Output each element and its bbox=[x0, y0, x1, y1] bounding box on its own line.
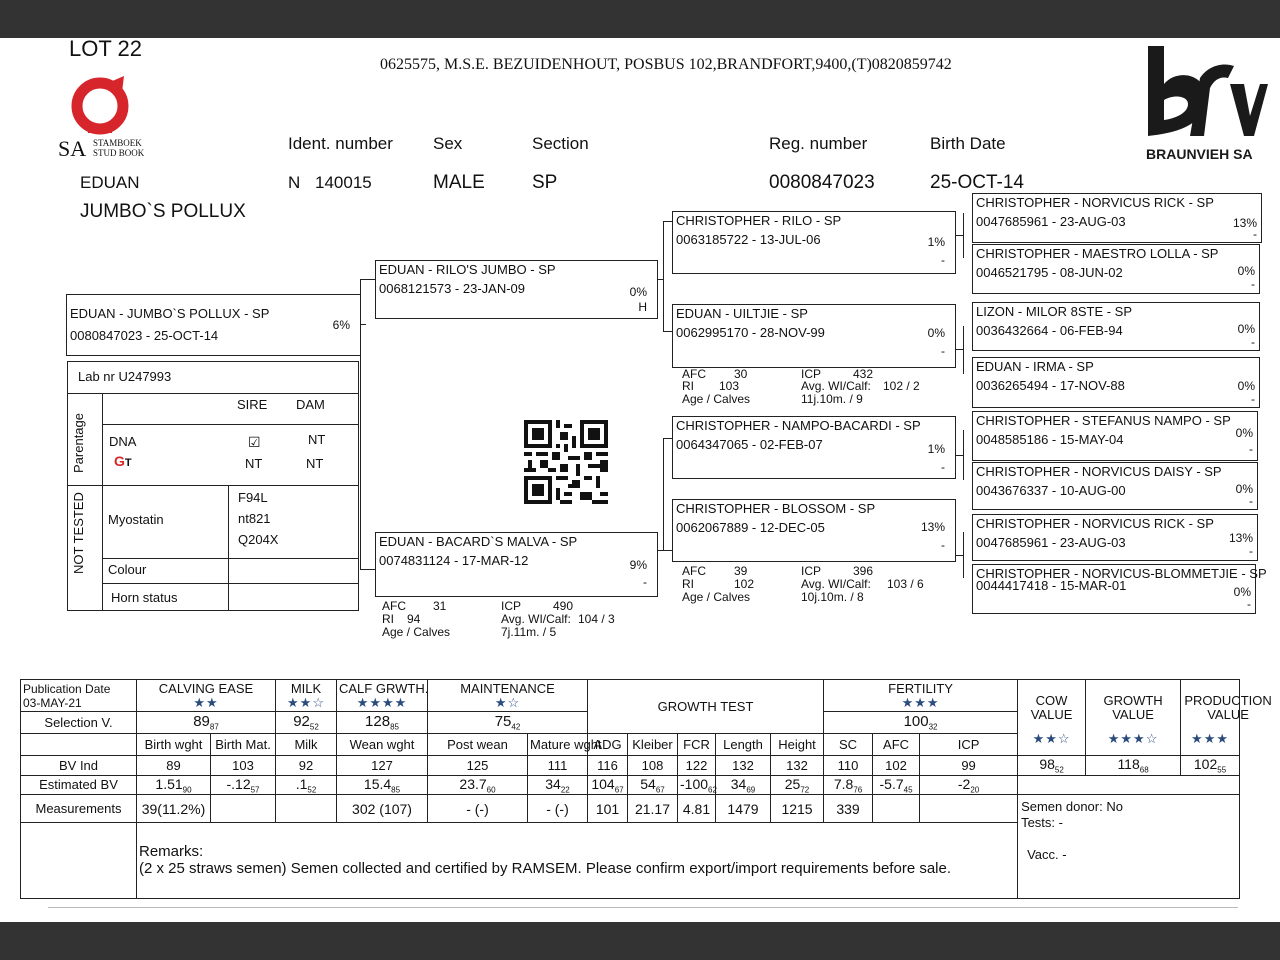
fertility-stars-icon: ★★★ bbox=[901, 694, 940, 710]
braunvieh-logo: BRAUNVIEH SA bbox=[1144, 44, 1268, 164]
breeder-name: EDUAN bbox=[80, 173, 140, 192]
parentage-label: Parentage bbox=[71, 413, 86, 473]
qr-code-icon bbox=[522, 420, 610, 504]
male-symbol-icon bbox=[58, 76, 158, 138]
section-header: Section bbox=[532, 134, 589, 153]
connector bbox=[663, 438, 672, 439]
connector bbox=[360, 569, 375, 570]
connector bbox=[963, 532, 964, 578]
bv-row: BV Ind 89 103 92 127 125 111 116 108 122 132 132 110 102 99 $98_{52}$ $118_{68}$ $102_{55}$ bbox=[21, 756, 1240, 776]
pedigree-dam: EDUAN - BACARD`S MALVA - SP 0074831124 - 17-MAR-12 9% - bbox=[375, 532, 658, 597]
reg-header: Reg. number bbox=[769, 134, 868, 153]
calving-stars-icon: ★★ bbox=[193, 694, 219, 710]
calf-stars-icon: ★★★★ bbox=[356, 694, 408, 710]
animal-name: JUMBO`S POLLUX bbox=[80, 201, 246, 222]
section-value: SP bbox=[532, 172, 558, 193]
pedigree-gg-1: CHRISTOPHER - NORVICUS RICK - SP 0047685961 - 23-AUG-03 13% - bbox=[972, 193, 1262, 243]
cow-stars-icon: ★★☆ bbox=[1032, 731, 1071, 746]
production-stars-icon: ★★★ bbox=[1191, 731, 1230, 746]
pedigree-gg-5: CHRISTOPHER - STEFANUS NAMPO - SP 0048585186 - 15-MAY-04 0% - bbox=[972, 411, 1258, 461]
pedigree-gg-2: CHRISTOPHER - MAESTRO LOLLA - SP 0046521795 - 08-JUN-02 0% - bbox=[972, 244, 1260, 294]
pedigree-gg-3: LIZON - MILOR 8STE - SP 0036432664 - 06-FEB-94 0% - bbox=[972, 302, 1260, 351]
dna-label: DNA bbox=[109, 434, 137, 449]
performance-table: Publication Date 03-MAY-21 CALVING EASE ★★ MILK ★★☆ CALF GRWTH. ★★★★ MAINTENANCE ★☆ GROWTH TEST FERTILITY ★★★ COW VALUE ★★☆ GROWTH VALUE ★★★☆ PRODUCTION VALUE ★★★ Selection V. $89_{87}$ $92_{52}$ $128_{85}$ $75_{42}$ $100_{32}$ Birth wght Birth Mat. Milk Wean wght Post wean Mature wght ADG Kleiber FCR Length Height SC AFC ICP BV Ind 89 103 92 127 125 111 116 108 122 132 132 110 102 99 $98_{52}$ $118_{68}$ $102_{55}$ Estimated BV $1.51_{90}$ $-.12_{57}$ $.1_{52}$ $15.4_{85}$ $23.7_{60}$ $34_{22}$ $104_{67}$ $54_{67}$ $-100_{62}$ $34_{69}$ $25_{72}$ $7.8_{76}$ $-5.7_{45}$ $-2_{20}$ Measurements 39(11.2%) 302 (107) - (-) - (-) 101 21.17 4.81 1479 1215 339 Semen donor: No Tests: - Vacc. - Remarks: (2 x 25 straws semen) Semen collected and certified by RAMSEM. Please confirm export/import requirements before sale. bbox=[20, 679, 1240, 899]
connector bbox=[963, 326, 964, 374]
lot-number: LOT 22 bbox=[69, 36, 142, 61]
measurements-row: Measurements 39(11.2%) 302 (107) - (-) - (-) 101 21.17 4.81 1479 1215 339 Semen donor: No Tests: - Vacc. - bbox=[21, 795, 1240, 823]
growth-stars-icon: ★★★☆ bbox=[1107, 731, 1159, 746]
certificate-page: LOT 22 0625575, M.S.E. BEZUIDENHOUT, POSBUS 102,BRANDFORT,9400,(T)0820859742 SA STAMBOEK STUD BOOK BRAUNVIEH SA Ident. number Sex Section Reg. number Birth Date EDUAN N 140015 MALE SP 0080847023 25-OCT-14 JUMBO`S POLLUX EDUAN - JUMBO`S POLLUX - SP 0080847023 - 25-OCT-14 6% EDUAN - RILO'S JUMBO - SP 0068121573 - 23-JAN-09 0% H EDUAN - BACARD`S MALVA - SP 0074831124 - 17-MAR-12 9% - CHRISTOPHER - RILO - SP 0063185722 - 13-JUL-06 1% - EDUAN - UILTJIE - SP 0062995170 - 28-NOV-99 0% - CHRISTOPHER - NAMPO-BACARDI - SP 0064347065 - 02-FEB-07 1% - CHRISTOPHER - BLOSSOM - SP 0062067889 - 12-DEC-05 13% - CHRISTOPHER - NORVICUS RICK - SP 0047685961 - 23-AUG-03 13% - CHRISTOPHER - MAESTRO LOLLA - SP 0046521795 - 08-JUN-02 0% - LIZON - MILOR 8STE - SP 0036432664 - 06-FEB-94 0% - EDUAN - IRMA - SP 0036265494 - 17-NOV-88 0% - CHRISTOPHER - STEFANUS NAMPO - SP 0048585186 - 15-MAY-04 0% - CHRISTOPHER - NORVICUS DAISY - SP 0043676337 - 10-AUG-00 0% - CHRISTOPHER - NORVICUS RICK - SP 0047685961 - 23-AUG-03 13% - CHRISTOPHER - NORVICUS-BLOMMETJIE - SP 0044417418 - 15-MAR-01 0% - AFC 30 RI 103 Age / Calves ICP 432 Avg. WI/Calf: 102 / 2 11j.10m. / 9 AFC 39 RI 102 Age / Calves ICP 396 Avg. WI/Calf: 103 / 6 10j.10m. / 8 AFC 31 RI 94 Age / Calves ICP 490 Avg. WI/Calf: 104 / 3 7j.11m. / 5 Lab nr U247993 Parentage NOT TESTED SIRE DAM DNA ☑ NT GT NT NT Myostatin F94L nt821 Q204X Colour Horn status Publication Date 03-MAY-21 CALVING EASE ★★ MILK ★★☆ CALF GRWTH. ★★★★ MAINTENANCE ★☆ GROWTH TEST FERTILITY ★★★ COW VALUE ★★☆ GROWTH VALUE ★★★☆ PRODUCTION VALUE ★★★ Selection V. $89_{87}$ $92_{52}$ $128_{85}$ $75_{42}$ $100_{32}$ Birth wght Birth Mat. Milk Wean wght Post wean Mature wght ADG Kleiber FCR Length Height SC AFC ICP BV Ind 89 103 92 127 125 111 116 108 122 132 132 110 102 99 $98_{52}$ $118_{68}$ $102_{55}$ Estimated BV $1.51_{90}$ $-.12_{57}$ $.1_{52}$ $15.4_{85}$ $23.7_{60}$ $34_{22}$ $104_{67}$ $54_{67}$ $-100_{62}$ $34_{69}$ $25_{72}$ $7.8_{76}$ $-5.7_{45}$ $-2_{20}$ Measurements 39(11.2%) 302 (107) - (-) - (-) 101 21.17 4.81 1479 1215 339 Semen donor: No Tests: - Vacc. - Remarks: (2 x 25 straws semen) Semen collected and certified by RAMSEM. Please confirm export/import requirements before sale. bbox=[0, 38, 1280, 922]
lab-panel: Lab nr U247993 Parentage NOT TESTED SIRE DAM DNA ☑ NT GT NT NT Myostatin F94L nt821 Q204X Colour Horn status bbox=[67, 361, 359, 611]
gt-logo-icon: GT bbox=[114, 453, 132, 469]
birth-date: 25-OCT-14 bbox=[930, 172, 1024, 193]
horn-status-label: Horn status bbox=[111, 590, 178, 605]
bottom-divider bbox=[48, 907, 1238, 908]
pedigree-sire-dam: EDUAN - UILTJIE - SP 0062995170 - 28-NOV-99 0% - bbox=[672, 304, 956, 368]
remarks-cell: Remarks: (2 x 25 straws semen) Semen collected and certified by RAMSEM. Please confirm export/import requirements before sale. bbox=[137, 823, 1018, 899]
connector bbox=[663, 550, 672, 551]
pedigree-gg-6: CHRISTOPHER - NORVICUS DAISY - SP 0043676337 - 10-AUG-00 0% - bbox=[972, 462, 1258, 510]
pedigree-dam-dam: CHRISTOPHER - BLOSSOM - SP 0062067889 - 12-DEC-05 13% - bbox=[672, 499, 956, 562]
birth-header: Birth Date bbox=[930, 134, 1006, 153]
connector bbox=[360, 279, 375, 280]
ident-number: 140015 bbox=[315, 173, 372, 192]
lab-number: Lab nr U247993 bbox=[78, 369, 172, 384]
milk-stars-icon: ★★☆ bbox=[287, 694, 325, 710]
pedigree-sire-sire: CHRISTOPHER - RILO - SP 0063185722 - 13-JUL-06 1% - bbox=[672, 211, 956, 274]
pedigree-gg-8: CHRISTOPHER - NORVICUS-BLOMMETJIE - SP 0044417418 - 15-MAR-01 0% - bbox=[972, 564, 1256, 614]
pedigree-gg-7: CHRISTOPHER - NORVICUS RICK - SP 0047685961 - 23-AUG-03 13% - bbox=[972, 514, 1258, 561]
maintenance-stars-icon: ★☆ bbox=[494, 694, 521, 710]
notes-cell: Semen donor: No Tests: - Vacc. - bbox=[1018, 795, 1240, 899]
ident-header: Ident. number bbox=[288, 134, 393, 153]
colour-label: Colour bbox=[108, 562, 147, 577]
publication-cell: Publication Date 03-MAY-21 bbox=[21, 680, 137, 712]
not-tested-label: NOT TESTED bbox=[71, 492, 86, 574]
connector bbox=[963, 213, 964, 258]
connector bbox=[663, 221, 672, 222]
connector bbox=[963, 430, 964, 480]
myostatin-label: Myostatin bbox=[108, 512, 164, 527]
dna-sire-check-icon: ☑ bbox=[248, 434, 261, 450]
sex-header: Sex bbox=[433, 134, 463, 153]
pedigree-self: EDUAN - JUMBO`S POLLUX - SP 0080847023 - 25-OCT-14 6% bbox=[66, 294, 361, 356]
connector bbox=[663, 438, 664, 550]
connector bbox=[663, 331, 672, 332]
bv-logo-icon bbox=[1144, 44, 1268, 144]
pedigree-sire: EDUAN - RILO'S JUMBO - SP 0068121573 - 23-JAN-09 0% H bbox=[375, 260, 658, 319]
reg-number: 0080847023 bbox=[769, 172, 875, 193]
bottom-bar bbox=[0, 922, 1280, 960]
sex-value: MALE bbox=[433, 172, 485, 193]
ebv-row: Estimated BV $1.51_{90}$ $-.12_{57}$ $.1_{52}$ $15.4_{85}$ $23.7_{60}$ $34_{22}$ $104_{67}$ $54_{67}$ $-100_{62}$ $34_{69}$ $25_{72}$ $7.8_{76}$ $-5.7_{45}$ $-2_{20}$ bbox=[21, 775, 1240, 795]
connector bbox=[663, 221, 664, 331]
pedigree-gg-4: EDUAN - IRMA - SP 0036265494 - 17-NOV-88 0% - bbox=[972, 357, 1260, 408]
ident-prefix: N bbox=[288, 173, 301, 192]
breeder-address: 0625575, M.S.E. BEZUIDENHOUT, POSBUS 102,BRANDFORT,9400,(T)0820859742 bbox=[380, 56, 952, 73]
sa-studbook-logo: SA STAMBOEK STUD BOOK bbox=[58, 76, 158, 162]
top-bar bbox=[0, 0, 1280, 38]
pedigree-dam-sire: CHRISTOPHER - NAMPO-BACARDI - SP 0064347065 - 02-FEB-07 1% - bbox=[672, 416, 956, 479]
